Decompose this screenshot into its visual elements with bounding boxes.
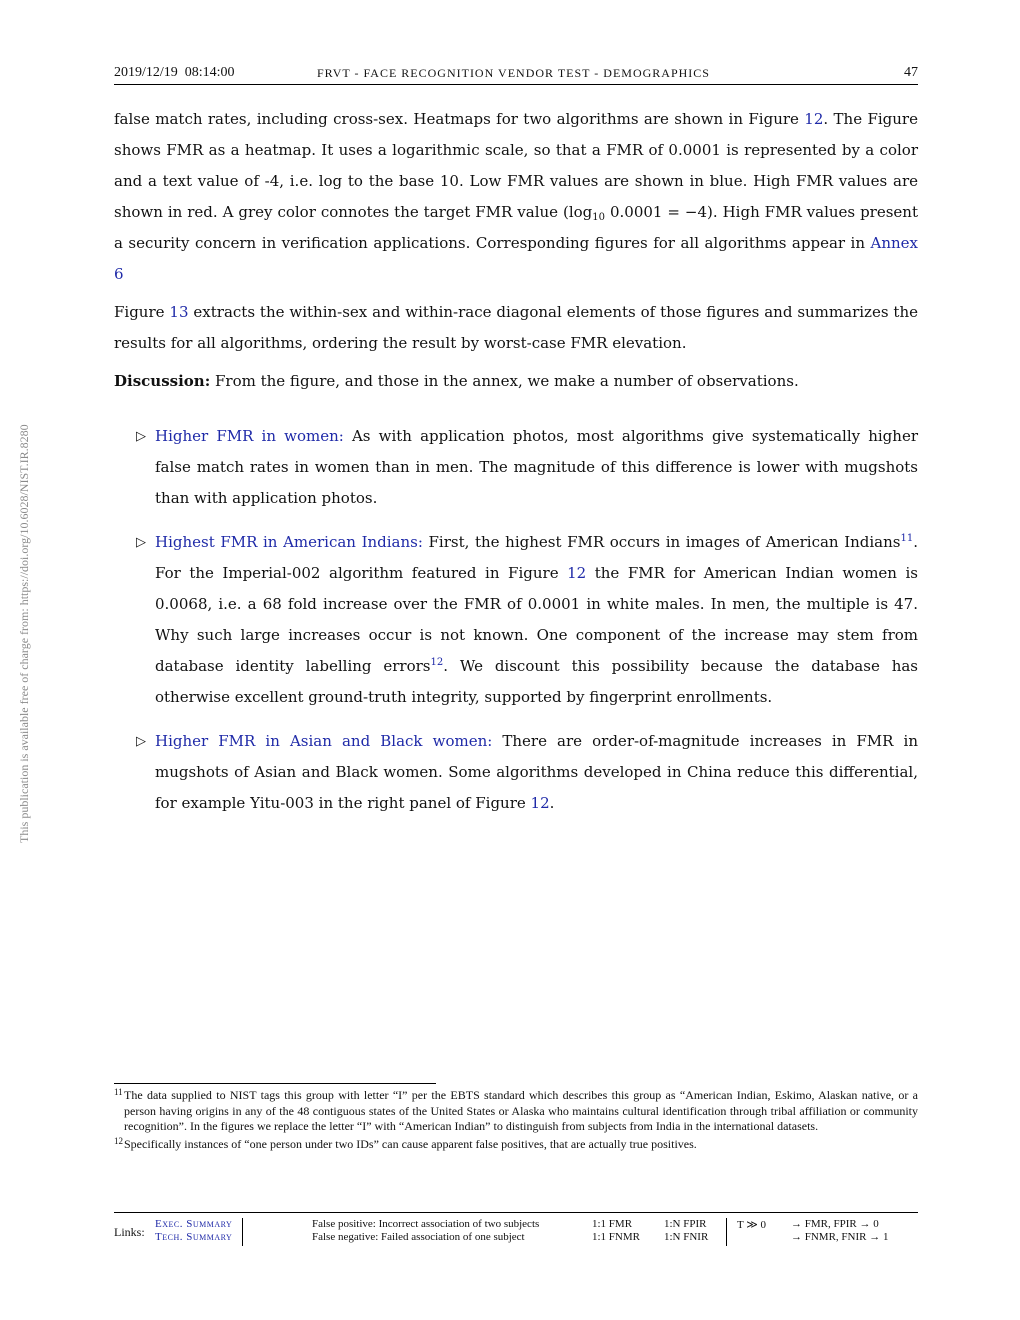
footnote-12 (114, 1137, 918, 1153)
result-positive: → FMR, FPIR → 0 (791, 1218, 879, 1230)
text: As with application photos, most algorithms give systematically higher false match rates in women than in men. The magnitude of this difference is lower with mugshots than with application photos. (155, 427, 918, 507)
bullet-women (114, 421, 918, 514)
text: extracts the within-sex and within-race diagonal elements of those figures and summarizes the results for all algorithms, ordering the result by worst-case FMR elevation. (114, 303, 918, 352)
discussion-label: Discussion: (114, 372, 211, 390)
annex-6-link[interactable]: Annex 6 (114, 234, 918, 283)
text: . (549, 794, 555, 812)
bullet-title-women[interactable]: Higher FMR in women: (155, 427, 344, 445)
footnote-mark: 11 (114, 1087, 123, 1097)
fnmr-label: 1:1 FNMR (592, 1231, 640, 1243)
text: the FMR for American Indian women is 0.0068, i.e. a 68 fold increase over the FMR of 0.0001 in white males. In men, the multiple is 47. Why such large increases occur is not known. One component of the increase may stem from database identity labelling errors (155, 564, 918, 675)
definitions (312, 1218, 539, 1244)
header-date: 2019/12/19 08:14:00 (114, 65, 235, 80)
footnotes (114, 1088, 918, 1154)
bullet-asian-black-women (114, 726, 918, 819)
page-footer (114, 1212, 918, 1253)
footnote-text: Specifically instances of “one person under two IDs” can cause apparent false positives, that are actually true positives. (124, 1136, 697, 1151)
fnir-label: 1:N FNIR (664, 1231, 709, 1243)
footnote-12-link[interactable]: 12 (430, 657, 444, 668)
links-label: Links: (114, 1225, 145, 1239)
bullet-american-indians (114, 527, 918, 713)
threshold-results (791, 1218, 889, 1244)
figure-12-link[interactable]: 12 (804, 110, 824, 128)
footnote-11-link[interactable]: 11 (900, 533, 914, 544)
threshold-label: T ≫ 0 (737, 1219, 767, 1231)
log-symbol: log (568, 203, 593, 221)
fmr-label: 1:1 FMR (592, 1218, 633, 1230)
text: . We discount this possibility because the database has otherwise excellent ground-truth integrity, supported by fingerprint enrollments. (155, 657, 918, 706)
triangle-bullet-icon: ▷ (136, 429, 146, 444)
text: . The Figure shows FMR as a heatmap. It uses a logarithmic scale, so that a FMR of 0.0001 is represented by a color and a text value of -4, i.e. log to the base 10. Low FMR values are shown in blue. High FMR values are shown in red. A grey color connotes the target FMR value ( (114, 110, 918, 221)
text: 0.0001 = −4). High FMR values present a security concern in verification applications. Corresponding figures for all algorithms appear in (114, 203, 918, 252)
figure-12-link[interactable]: 12 (567, 564, 587, 582)
text: From the figure, and those in the annex, we make a number of observations. (210, 372, 799, 390)
exec-summary-link[interactable]: Exec. Summary (155, 1218, 233, 1230)
footer-links (155, 1218, 243, 1246)
one-to-one-metrics (592, 1218, 640, 1244)
text: . For the Imperial-002 algorithm featured in Figure (155, 533, 918, 582)
footer-divider (726, 1218, 727, 1246)
figure-13-link[interactable]: 13 (169, 303, 189, 321)
false-positive-definition: False positive: Incorrect association of two subjects (312, 1218, 540, 1230)
tech-summary-link[interactable]: Tech. Summary (155, 1231, 233, 1243)
bullet-title-asian-black-women[interactable]: Higher FMR in Asian and Black women: (155, 732, 493, 750)
triangle-bullet-icon: ▷ (136, 535, 146, 550)
page-number: 47 (904, 65, 918, 80)
figure-12-link[interactable]: 12 (530, 794, 550, 812)
false-negative-definition: False negative: Failed association of one subject (312, 1231, 525, 1243)
footnote-mark: 12 (114, 1135, 123, 1146)
page-header (114, 64, 918, 85)
bullet-title-american-indians[interactable]: Highest FMR in American Indians: (155, 533, 423, 551)
footnote-11 (114, 1088, 918, 1135)
paragraph-heatmaps (114, 104, 918, 290)
footnote-text: The data supplied to NIST tags this group with letter “I” per the EBTS standard which describes this group as “American Indian, Eskimo, Alaskan native, or a person having origins in any of the 48 contiguous states of the United States or Alaska who maintains cultural identification through tribal affiliation or community recognition”. In the figures we replace the letter “I” with “American Indian” to distinguish from subjects from India in the international datasets. (124, 1088, 918, 1133)
fpir-label: 1:N FPIR (664, 1218, 707, 1230)
side-doi-note: This publication is available free of charge from: https://doi.org/10.6028/NIST.IR.8280 (17, 424, 31, 843)
text: First, the highest FMR occurs in images of American Indians (422, 533, 901, 551)
footnote-divider (114, 1083, 436, 1084)
paragraph-figure13 (114, 297, 918, 359)
text: Figure (114, 303, 170, 321)
triangle-bullet-icon: ▷ (136, 734, 146, 749)
paragraph-discussion (114, 366, 918, 397)
result-negative: → FNMR, FNIR → 1 (791, 1231, 889, 1243)
one-to-n-metrics (664, 1218, 708, 1244)
text: false match rates, including cross-sex. Heatmaps for two algorithms are shown in Figure (114, 110, 805, 128)
header-title: FRVT - FACE RECOGNITION VENDOR TEST - DEMOGRAPHICS (317, 66, 710, 80)
main-text (114, 104, 918, 819)
log-base: 10 (592, 212, 606, 223)
text: There are order-of-magnitude increases in FMR in mugshots of Asian and Black women. Some algorithms developed in China reduce this differential, for example Yitu-003 in the right panel of Figure (155, 732, 919, 812)
